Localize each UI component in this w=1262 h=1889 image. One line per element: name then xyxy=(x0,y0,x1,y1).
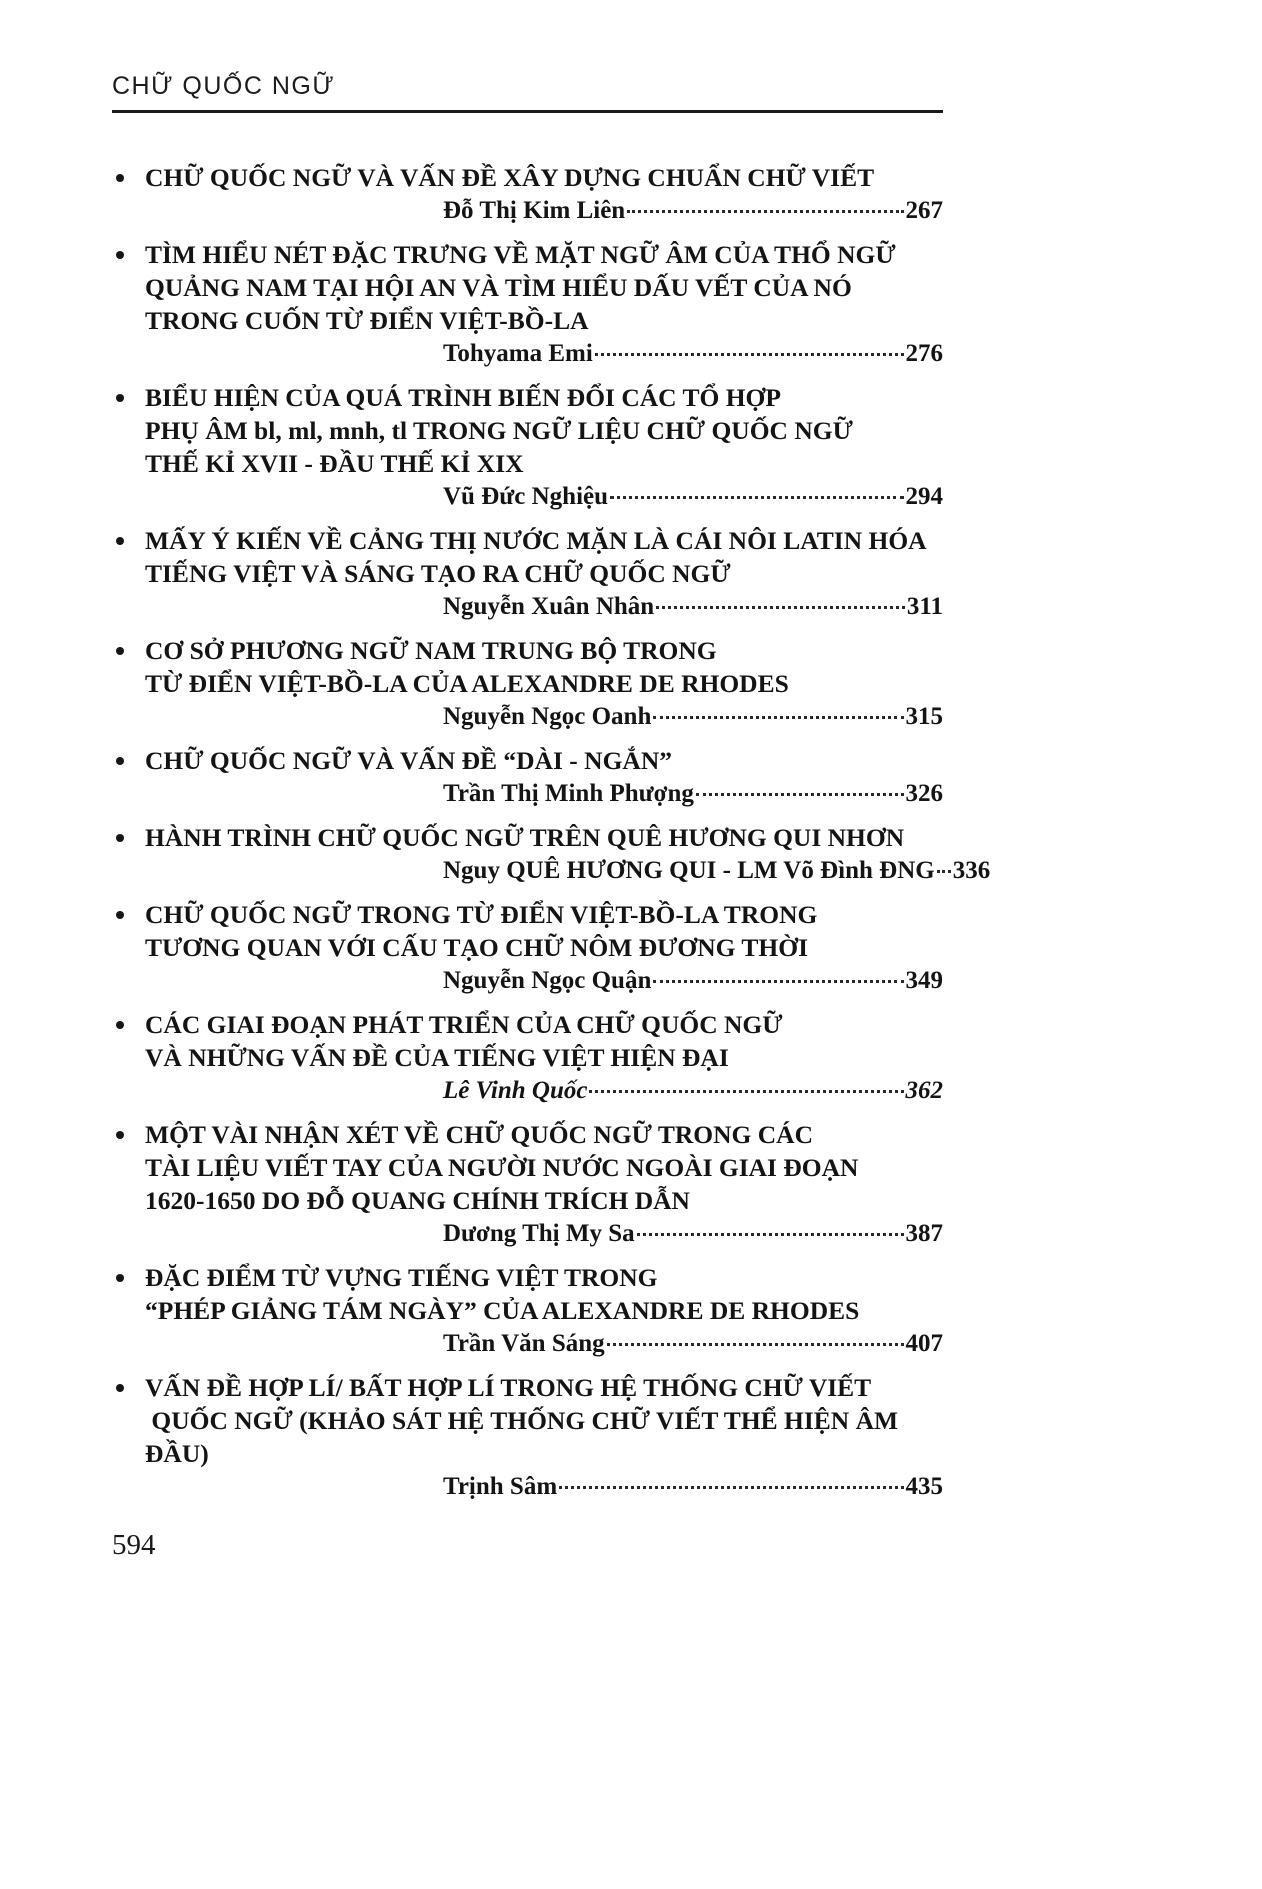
header-rule xyxy=(112,110,943,113)
dotted-leader xyxy=(610,496,903,499)
entry-title-line: TIẾNG VIỆT VÀ SÁNG TẠO RA CHỮ QUỐC NGỮ xyxy=(145,559,731,588)
entry-title xyxy=(145,1008,943,1074)
entry-page-number: 267 xyxy=(905,197,943,224)
entry-page-number: 336 xyxy=(952,857,991,884)
entry-page-number: 276 xyxy=(905,340,943,367)
dotted-leader xyxy=(637,1233,904,1236)
toc-entry xyxy=(112,744,943,810)
entry-author: Tohyama Emi xyxy=(443,340,593,367)
entry-title xyxy=(145,381,943,480)
entry-title-line: CÁC GIAI ĐOẠN PHÁT TRIỂN CỦA CHỮ QUỐC NGỮ xyxy=(145,1010,783,1039)
bullet-icon xyxy=(116,251,124,259)
entry-title-line: PHỤ ÂM bl, ml, mnh, tl TRONG NGỮ LIỆU CHỮ QUỐC NGỮ xyxy=(145,416,853,445)
entry-title-line: CƠ SỞ PHƯƠNG NGỮ NAM TRUNG BỘ TRONG xyxy=(145,636,717,665)
bullet-icon xyxy=(116,537,124,545)
page-number: 594 xyxy=(112,1529,156,1561)
entry-body xyxy=(145,1371,943,1503)
entry-title-line: TỪ ĐIỂN VIỆT-BỒ-LA CỦA ALEXANDRE DE RHODES xyxy=(145,669,789,698)
entry-title-line: CHỮ QUỐC NGỮ VÀ VẤN ĐỀ XÂY DỰNG CHUẨN CHỮ VIẾT xyxy=(145,163,875,192)
entry-author: Trịnh Sâm xyxy=(443,1473,558,1500)
entry-title-line: HÀNH TRÌNH CHỮ QUỐC NGỮ TRÊN QUÊ HƯƠNG QUI NHƠN xyxy=(145,823,905,852)
entry-body xyxy=(145,1261,943,1360)
toc-entry xyxy=(112,821,991,887)
entry-author-line xyxy=(443,337,943,370)
running-header: CHỮ QUỐC NGỮ xyxy=(112,72,336,100)
entry-title-line: CHỮ QUỐC NGỮ VÀ VẤN ĐỀ “DÀI - NGẮN” xyxy=(145,746,672,775)
entry-body xyxy=(145,898,943,997)
entry-author-line xyxy=(443,194,943,227)
bullet-icon xyxy=(116,1131,124,1139)
entry-body xyxy=(145,161,943,227)
entry-author-line xyxy=(443,480,943,513)
entry-title-line: CHỮ QUỐC NGỮ TRONG TỪ ĐIỂN VIỆT-BỒ-LA TRONG xyxy=(145,900,818,929)
entry-author-line xyxy=(443,1074,943,1107)
entry-title-line: TƯƠNG QUAN VỚI CẤU TẠO CHỮ NÔM ĐƯƠNG THỜI xyxy=(145,933,809,962)
entry-page-number: 362 xyxy=(905,1077,943,1104)
entry-title xyxy=(145,898,943,964)
entry-author-line xyxy=(443,964,943,997)
entry-author: Dương Thị My Sa xyxy=(443,1220,635,1247)
entry-page-number: 294 xyxy=(905,483,943,510)
entry-body xyxy=(145,1118,943,1250)
bullet-icon xyxy=(116,911,124,919)
bullet-icon xyxy=(116,1021,124,1029)
entry-body xyxy=(145,1008,943,1107)
entry-title-line: TRONG CUỐN TỪ ĐIỂN VIỆT-BỒ-LA xyxy=(145,306,589,335)
dotted-leader xyxy=(607,1343,904,1346)
entry-page-number: 387 xyxy=(905,1220,943,1247)
toc-entry xyxy=(112,1371,943,1503)
bullet-icon xyxy=(116,647,124,655)
entry-title xyxy=(145,1261,943,1327)
entry-page-number: 315 xyxy=(905,703,943,730)
entry-title-line: MỘT VÀI NHẬN XÉT VỀ CHỮ QUỐC NGỮ TRONG CÁC xyxy=(145,1120,814,1149)
entry-body xyxy=(145,238,943,370)
entry-body xyxy=(145,634,943,733)
dotted-leader xyxy=(656,606,905,609)
bullet-icon xyxy=(116,757,124,765)
entry-author: Nguy QUÊ HƯƠNG QUI - LM Võ Đình ĐNG xyxy=(443,857,935,884)
dotted-leader xyxy=(627,210,903,213)
entry-title xyxy=(145,821,943,854)
entry-author: Nguyễn Ngọc Oanh xyxy=(443,703,652,730)
entry-title-line: THẾ KỈ XVII - ĐẦU THẾ KỈ XIX xyxy=(145,449,524,478)
dotted-leader xyxy=(559,1486,903,1489)
entry-author-line xyxy=(443,854,991,887)
entry-author-line xyxy=(443,1470,943,1503)
entry-author-line xyxy=(443,700,943,733)
entry-title xyxy=(145,1118,943,1217)
bullet-icon xyxy=(116,174,124,182)
bullet-icon xyxy=(116,1274,124,1282)
entry-author: Đỗ Thị Kim Liên xyxy=(443,197,626,224)
toc-entry xyxy=(112,634,943,733)
entry-author-line xyxy=(443,777,943,810)
toc-list xyxy=(112,161,991,1503)
toc-entry xyxy=(112,524,943,623)
entry-title-line: VẤN ĐỀ HỢP LÍ/ BẤT HỢP LÍ TRONG HỆ THỐNG CHỮ VIẾT xyxy=(145,1373,872,1402)
bullet-icon xyxy=(116,394,124,402)
entry-title-line: BIỂU HIỆN CỦA QUÁ TRÌNH BIẾN ĐỔI CÁC TỔ HỢP xyxy=(145,383,781,412)
entry-title xyxy=(145,1371,943,1470)
entry-title xyxy=(145,524,943,590)
entry-author-line xyxy=(443,1217,943,1250)
entry-title-line: TÀI LIỆU VIẾT TAY CỦA NGƯỜI NƯỚC NGOÀI GIAI ĐOẠN xyxy=(145,1153,859,1182)
toc-entry xyxy=(112,161,943,227)
entry-author: Trần Văn Sáng xyxy=(443,1330,605,1357)
entry-page-number: 349 xyxy=(905,967,943,994)
entry-author-line xyxy=(443,590,943,623)
dotted-leader xyxy=(937,870,951,873)
dotted-leader xyxy=(653,716,903,719)
dotted-leader xyxy=(653,980,903,983)
entry-title-line: 1620-1650 DO ĐỖ QUANG CHÍNH TRÍCH DẪN xyxy=(145,1186,690,1215)
toc-entry xyxy=(112,238,943,370)
entry-title-line: TÌM HIỂU NÉT ĐẶC TRƯNG VỀ MẶT NGỮ ÂM CỦA THỔ NGỮ xyxy=(145,240,896,269)
entry-body xyxy=(145,524,943,623)
entry-page-number: 407 xyxy=(905,1330,943,1357)
entry-title-line: “PHÉP GIẢNG TÁM NGÀY” CỦA ALEXANDRE DE RHODES xyxy=(145,1296,860,1325)
entry-author: Nguyễn Xuân Nhân xyxy=(443,593,655,620)
entry-page-number: 311 xyxy=(906,593,943,620)
entry-author: Nguyễn Ngọc Quận xyxy=(443,967,652,994)
entry-page-number: 326 xyxy=(905,780,943,807)
entry-title-line: ĐẶC ĐIỂM TỪ VỰNG TIẾNG VIỆT TRONG xyxy=(145,1263,658,1292)
toc-entry xyxy=(112,381,943,513)
entry-title xyxy=(145,161,943,194)
dotted-leader xyxy=(696,793,904,796)
entry-page-number: 435 xyxy=(905,1473,943,1500)
entry-title xyxy=(145,634,943,700)
entry-title-line: QUỐC NGỮ (KHẢO SÁT HỆ THỐNG CHỮ VIẾT THỂ HIỆN ÂM ĐẦU) xyxy=(145,1406,905,1468)
entry-body xyxy=(145,744,943,810)
entry-body xyxy=(145,381,943,513)
dotted-leader xyxy=(589,1090,903,1093)
entry-title-line: VÀ NHỮNG VẤN ĐỀ CỦA TIẾNG VIỆT HIỆN ĐẠI xyxy=(145,1043,729,1072)
entry-author-line xyxy=(443,1327,943,1360)
toc-entry xyxy=(112,898,943,997)
entry-title xyxy=(145,238,943,337)
dotted-leader xyxy=(595,353,904,356)
entry-author: Vũ Đức Nghiệu xyxy=(443,483,609,510)
entry-author: Trần Thị Minh Phượng xyxy=(443,780,694,807)
bullet-icon xyxy=(116,1384,124,1392)
entry-title-line: MẤY Ý KIẾN VỀ CẢNG THỊ NƯỚC MẶN LÀ CÁI NÔI LATIN HÓA xyxy=(145,526,927,555)
toc-entry xyxy=(112,1261,943,1360)
bullet-icon xyxy=(116,834,124,842)
toc-entry xyxy=(112,1008,943,1107)
entry-body xyxy=(145,821,991,887)
toc-entry xyxy=(112,1118,943,1250)
entry-author: Lê Vinh Quốc xyxy=(443,1077,588,1104)
entry-title xyxy=(145,744,943,777)
entry-title-line: QUẢNG NAM TẠI HỘI AN VÀ TÌM HIỂU DẤU VẾT CỦA NÓ xyxy=(145,273,852,302)
